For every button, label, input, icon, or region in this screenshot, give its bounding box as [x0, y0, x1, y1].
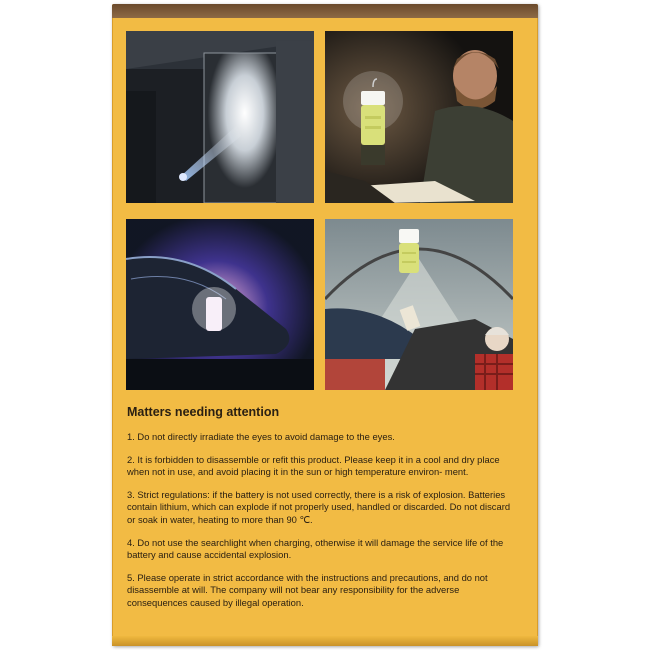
notice-3: 3. Strict regulations: if the battery is not used correctly, there is a risk of explosion. Batteries contain lithium, which can explode if not properly used, handled or discarded. Do not discard or soak in water, heating to more than 90 ℃. — [127, 488, 511, 525]
photo-lantern-under-bridge — [126, 31, 314, 203]
photo-lantern-on-car — [126, 219, 314, 390]
notice-1: 1. Do not directly irradiate the eyes to avoid damage to the eyes. — [127, 431, 395, 442]
photo-man-reading-with-lantern — [325, 31, 513, 203]
attention-text-block — [127, 405, 511, 620]
box-top-flap — [112, 4, 538, 18]
notice-2: 2. It is forbidden to disassemble or refit this product. Please keep it in a cool and dry place when not in use, and avoid placing it in the sun or high temperature environ- ment. — [127, 453, 500, 478]
photo-woman-in-tent — [325, 219, 513, 390]
attention-heading: Matters needing attention — [127, 405, 280, 419]
box-bottom-edge — [112, 636, 538, 646]
notice-4: 4. Do not use the searchlight when charging, otherwise it will damage the service life of the battery and cause accidental explosion. — [127, 536, 504, 561]
notice-5: 5. Please operate in strict accordance with the instructions and precautions, and do not disassemble at will. The company will not bear any responsibility for the adverse consequences caused by illegal operation. — [127, 571, 488, 608]
